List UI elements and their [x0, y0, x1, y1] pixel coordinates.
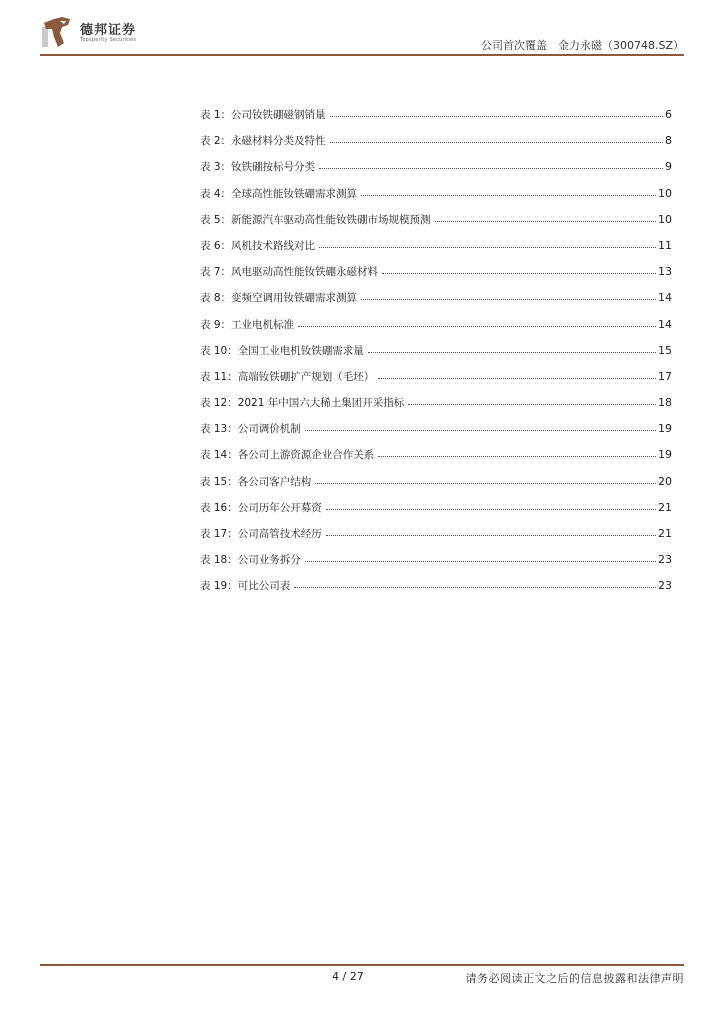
- toc-entry-page: 17: [658, 369, 672, 383]
- toc-entry-page: 19: [658, 448, 672, 462]
- report-title: 公司首次覆盖 金力永磁（300748.SZ）: [480, 39, 684, 52]
- toc-entry[interactable]: [200, 395, 672, 421]
- toc-entry[interactable]: [200, 133, 672, 159]
- toc-entry[interactable]: [200, 447, 672, 473]
- toc-entry-label: 表 9：工业电机标准: [200, 318, 295, 331]
- toc-entry-label: 表 14：各公司上游资源企业合作关系: [200, 449, 375, 462]
- toc-leader-dots: [319, 159, 663, 169]
- toc-entry[interactable]: [200, 474, 672, 500]
- toc-entry[interactable]: [200, 500, 672, 526]
- toc-entry-label: 表 3：钕铁硼按标号分类: [200, 161, 316, 174]
- toc-entry[interactable]: [200, 421, 672, 447]
- toc-leader-dots: [408, 395, 656, 405]
- toc-entry-page: 14: [658, 317, 672, 331]
- toc-entry-page: 6: [665, 108, 672, 121]
- toc-entry-label: 表 10：全国工业电机钕铁硼需求量: [200, 344, 364, 357]
- toc-entry[interactable]: [200, 264, 672, 290]
- toc-leader-dots: [368, 343, 656, 353]
- toc-entry-page: 18: [658, 396, 672, 410]
- toc-entry[interactable]: [200, 159, 672, 185]
- toc-entry-label: 表 7：风电驱动高性能钕铁硼永磁材料: [200, 266, 379, 279]
- toc-leader-dots: [315, 474, 656, 484]
- logo-english-name: Topsperity Securities: [80, 37, 137, 43]
- toc-entry-label: 表 15：各公司客户结构: [200, 475, 312, 488]
- toc-entry-page: 14: [658, 291, 672, 305]
- toc-leader-dots: [378, 369, 656, 379]
- toc-leader-dots: [382, 264, 656, 274]
- company-logo: [40, 13, 150, 53]
- toc-entry-page: 19: [658, 422, 672, 436]
- toc-entry[interactable]: [200, 317, 672, 343]
- toc-leader-dots: [330, 107, 663, 117]
- toc-entry[interactable]: [200, 578, 672, 604]
- toc-leader-dots: [330, 133, 663, 143]
- toc-entry[interactable]: [200, 238, 672, 264]
- toc-entry[interactable]: [200, 369, 672, 395]
- toc-entry-label: 表 17：公司高管技术经历: [200, 528, 322, 540]
- toc-entry-page: 11: [658, 238, 672, 252]
- toc-entry-page: 23: [658, 553, 672, 567]
- page-number: 4 / 27: [332, 970, 364, 983]
- toc-entry-page: 21: [658, 527, 672, 540]
- toc-entry[interactable]: [200, 343, 672, 369]
- toc-entry-label: 表 1：公司钕铁硼磁钢销量: [200, 109, 326, 121]
- table-of-tables: [200, 107, 672, 605]
- legal-disclaimer: 请务必阅读正文之后的信息披露和法律声明: [465, 972, 684, 985]
- toc-leader-dots: [435, 212, 656, 222]
- toc-leader-dots: [361, 290, 656, 300]
- toc-leader-dots: [326, 500, 656, 510]
- toc-entry-page: 15: [658, 343, 672, 357]
- toc-entry[interactable]: [200, 107, 672, 133]
- toc-entry-page: 20: [658, 474, 672, 488]
- toc-entry-label: 表 19：可比公司表: [200, 580, 291, 593]
- toc-entry[interactable]: [200, 212, 672, 238]
- toc-entry-label: 表 11：高端钕铁硼扩产规划（毛坯）: [200, 370, 375, 383]
- toc-entry-label: 表 6：风机技术路线对比: [200, 239, 316, 252]
- toc-entry-label: 表 18：公司业务拆分: [200, 554, 301, 567]
- toc-leader-dots: [305, 552, 656, 562]
- toc-entry-label: 表 2：永磁材料分类及特性: [200, 135, 326, 148]
- toc-entry[interactable]: [200, 186, 672, 212]
- toc-leader-dots: [361, 186, 656, 196]
- toc-leader-dots: [326, 526, 656, 536]
- toc-entry-label: 表 16：公司历年公开募资: [200, 501, 322, 514]
- toc-leader-dots: [294, 578, 656, 588]
- toc-leader-dots: [305, 421, 656, 431]
- toc-leader-dots: [378, 447, 656, 457]
- toc-entry-label: 表 8：变频空调用钕铁硼需求测算: [200, 292, 358, 305]
- toc-entry[interactable]: [200, 290, 672, 316]
- toc-entry-page: 13: [658, 265, 672, 279]
- toc-entry-page: 9: [665, 160, 672, 174]
- toc-leader-dots: [319, 238, 656, 248]
- footer-divider: [40, 964, 684, 966]
- toc-entry-page: 8: [665, 134, 672, 148]
- logo-chinese-name: 德邦证券: [80, 23, 137, 38]
- toc-entry[interactable]: [200, 552, 672, 578]
- toc-entry-page: 10: [658, 186, 672, 200]
- toc-entry-page: 21: [658, 500, 672, 514]
- toc-entry-page: 10: [658, 212, 672, 226]
- toc-entry-label: 表 5：新能源汽车驱动高性能钕铁硼市场规模预测: [200, 213, 431, 226]
- header-divider: [40, 54, 684, 56]
- toc-entry[interactable]: [200, 526, 672, 552]
- toc-entry-label: 表 13：公司调价机制: [200, 423, 301, 436]
- toc-entry-label: 表 4：全球高性能钕铁硼需求测算: [200, 187, 358, 200]
- toc-entry-label: 表 12：2021 年中国六大稀土集团开采指标: [200, 397, 405, 410]
- dragon-logo-icon: [40, 13, 74, 49]
- toc-entry-page: 23: [658, 579, 672, 593]
- toc-leader-dots: [298, 317, 656, 327]
